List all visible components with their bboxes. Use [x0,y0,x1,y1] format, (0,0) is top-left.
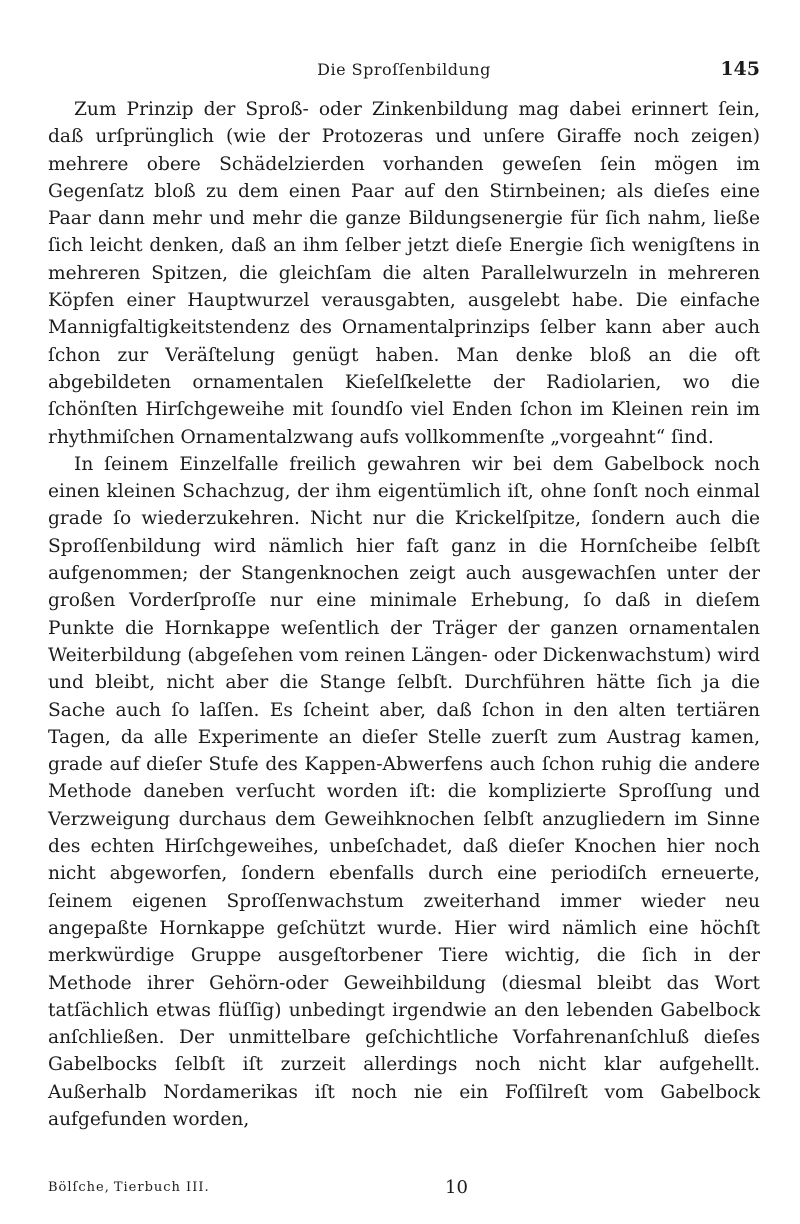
body-text [48,96,760,1133]
sheet-number: 10 [445,1177,468,1198]
signature-author: Bölſche [48,1180,105,1195]
paragraph-gabelbock: In ſeinem Einzelfalle freilich gewahren wir bei dem Gabelbock noch einen kleinen Schachzug, der ihm eigentümlich iſt, ohne ſonſt noch einmal grade ſo wiederzukehren. Nicht nur die Krickelſpitze, ſondern auch die Sproſſenbildung wird nämlich hier faſt ganz in die Hornſcheibe ſelbſt aufgenommen; der Stangenknochen zeigt auch ausgewachſen unter der großen Vorderſproſſe nur eine minimale Erhebung, ſo daß in dieſem Punkte die Hornkappe weſentlich der Träger der ganzen ornamentalen Weiterbildung (abgeſehen vom reinen Längen- oder Dickenwachstum) wird und bleibt, nicht aber die Stange ſelbſt. Durchführen hätte ſich ja die Sache auch ſo laſſen. Es ſcheint aber, daß ſchon in den alten tertiären Tagen, da alle Experimente an dieſer Stelle zuerſt zum Austrag kamen, grade auf dieſer Stufe des Kappen-Abwerfens auch ſchon ruhig die andere Methode daneben verſucht worden iſt: die komplizierte Sproſſung und Verzweigung durchaus dem Geweihknochen ſelbſt anzugliedern im Sinne des echten Hirſchgeweihes, unbeſchadet, daß dieſer Knochen hier noch nicht abgeworfen, ſondern ebenfalls durch eine periodiſch erneuerte, ſeinem eigenen Sproſſenwachstum zweiterhand immer wieder neu angepaßte Hornkappe geſchützt wurde. Hier wird nämlich eine höchſt merkwürdige Gruppe ausgeſtorbener Tiere wichtig, die ſich in der Methode ihrer Gehörn-oder Geweihbildung (diesmal bleibt das Wort tatſächlich etwas flüſſig) unbedingt irgendwie an den lebenden Gabelbock anſchließen. Der unmittelbare geſchichtliche Vorfahrenanſchluß dieſes Gabelbocks ſelbſt iſt zurzeit allerdings noch nicht klar aufgehellt. Außerhalb Nordamerikas iſt noch nie ein Foſſilreſt vom Gabelbock aufgefunden worden, [48,453,760,1130]
running-title: Die Sproſſenbildung [317,60,491,79]
signature-separator: , [104,1180,110,1195]
signature-book: Tierbuch III. [113,1180,210,1195]
paragraph-prinzip: Zum Prinzip der Sproß- oder Zinkenbildung mag dabei erinnert ſein, daß urſprünglich (wie der Protozeras und unſere Giraffe noch zeigen) mehrere obere Schädelzierden vorhanden geweſen ſein mögen im Gegenſatz bloß zu dem einen Paar auf den Stirnbeinen; als dieſes eine Paar dann mehr und mehr die ganze Bildungsenergie für ſich nahm, ließe ſich leicht denken, daß an ihm ſelber jetzt dieſe Energie ſich wenigſtens in mehreren Spitzen, die gleichſam die alten Parallelwurzeln in mehreren Köpfen einer Hauptwurzel verausgabten, ausgelebt habe. Die einfache Mannigfaltigkeitstendenz des Ornamentalprinzips ſelber kann aber auch ſchon zur Veräſtelung genügt haben. Man denke bloß an die oft abgebildeten ornamentalen Kieſelſkelette der Radiolarien, wo die ſchönſten Hirſchgeweihe mit ſoundſo viel Enden ſchon im Kleinen rein im rhythmiſchen Ornamentalzwang aufs vollkommenſte „vorgeahnt“ ſind. [48,99,760,448]
page-number: 145 [720,58,760,80]
running-head [48,60,760,88]
signature-line [48,1180,210,1195]
page-footer [48,1177,760,1204]
